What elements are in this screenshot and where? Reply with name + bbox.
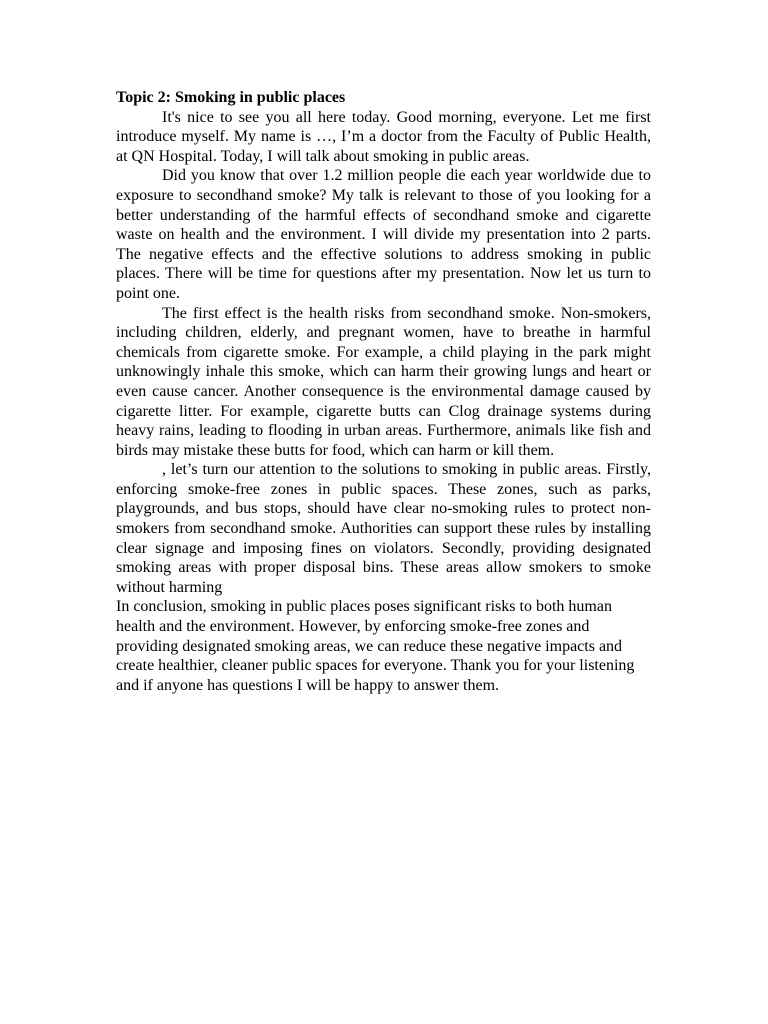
document-title: Topic 2: Smoking in public places [116,89,346,106]
paragraph-conclusion: In conclusion, smoking in public places poses significant risks to both human health and the environment. However, by enforcing smoke-free zones and providing designated smoking areas, we can reduce these negative impacts and create healthier, cleaner public spaces for everyone. Thank you for your listening and if anyone has questions I will be happy to answer them. [116,598,635,694]
paragraph-overview: Did you know that over 1.2 million people die each year worldwide due to exposure to secondhand smoke? My talk is relevant to those of you looking for a better understanding of the harmful effects of secondhand smoke and cigarette waste on health and the environment. I will divide my presentation into 2 parts. The negative effects and the effective solutions to address smoking in public places. There will be time for questions after my presentation. Now let us turn to point one. [116,167,651,302]
paragraph-solutions: , let’s turn our attention to the solutions to smoking in public areas. Firstly, enforcing smoke-free zones in public spaces. These zones, such as parks, playgrounds, and bus stops, should have clear no-smoking rules to protect non-smokers from secondhand smoke. Authorities can support these rules by installing clear signage and imposing fines on violators. Secondly, providing designated smoking areas with proper disposal bins. These areas allow smokers to smoke without harming [116,461,651,596]
paragraph-effects: The first effect is the health risks from secondhand smoke. Non-smokers, including children, elderly, and pregnant women, have to breathe in harmful chemicals from cigarette smoke. For example, a child playing in the park might unknowingly inhale this smoke, which can harm their growing lungs and heart or even cause cancer. Another consequence is the environmental damage caused by cigarette litter. For example, cigarette butts can Clog drainage systems during heavy rains, leading to flooding in urban areas. Furthermore, animals like fish and birds may mistake these butts for food, which can harm or kill them. [116,304,651,459]
paragraph-introduction: It's nice to see you all here today. Good morning, everyone. Let me first introduce myself. My name is …, I’m a doctor from the Faculty of Public Health, at QN Hospital. Today, I will talk about smoking in public areas. [116,108,651,165]
document-page [116,88,651,695]
